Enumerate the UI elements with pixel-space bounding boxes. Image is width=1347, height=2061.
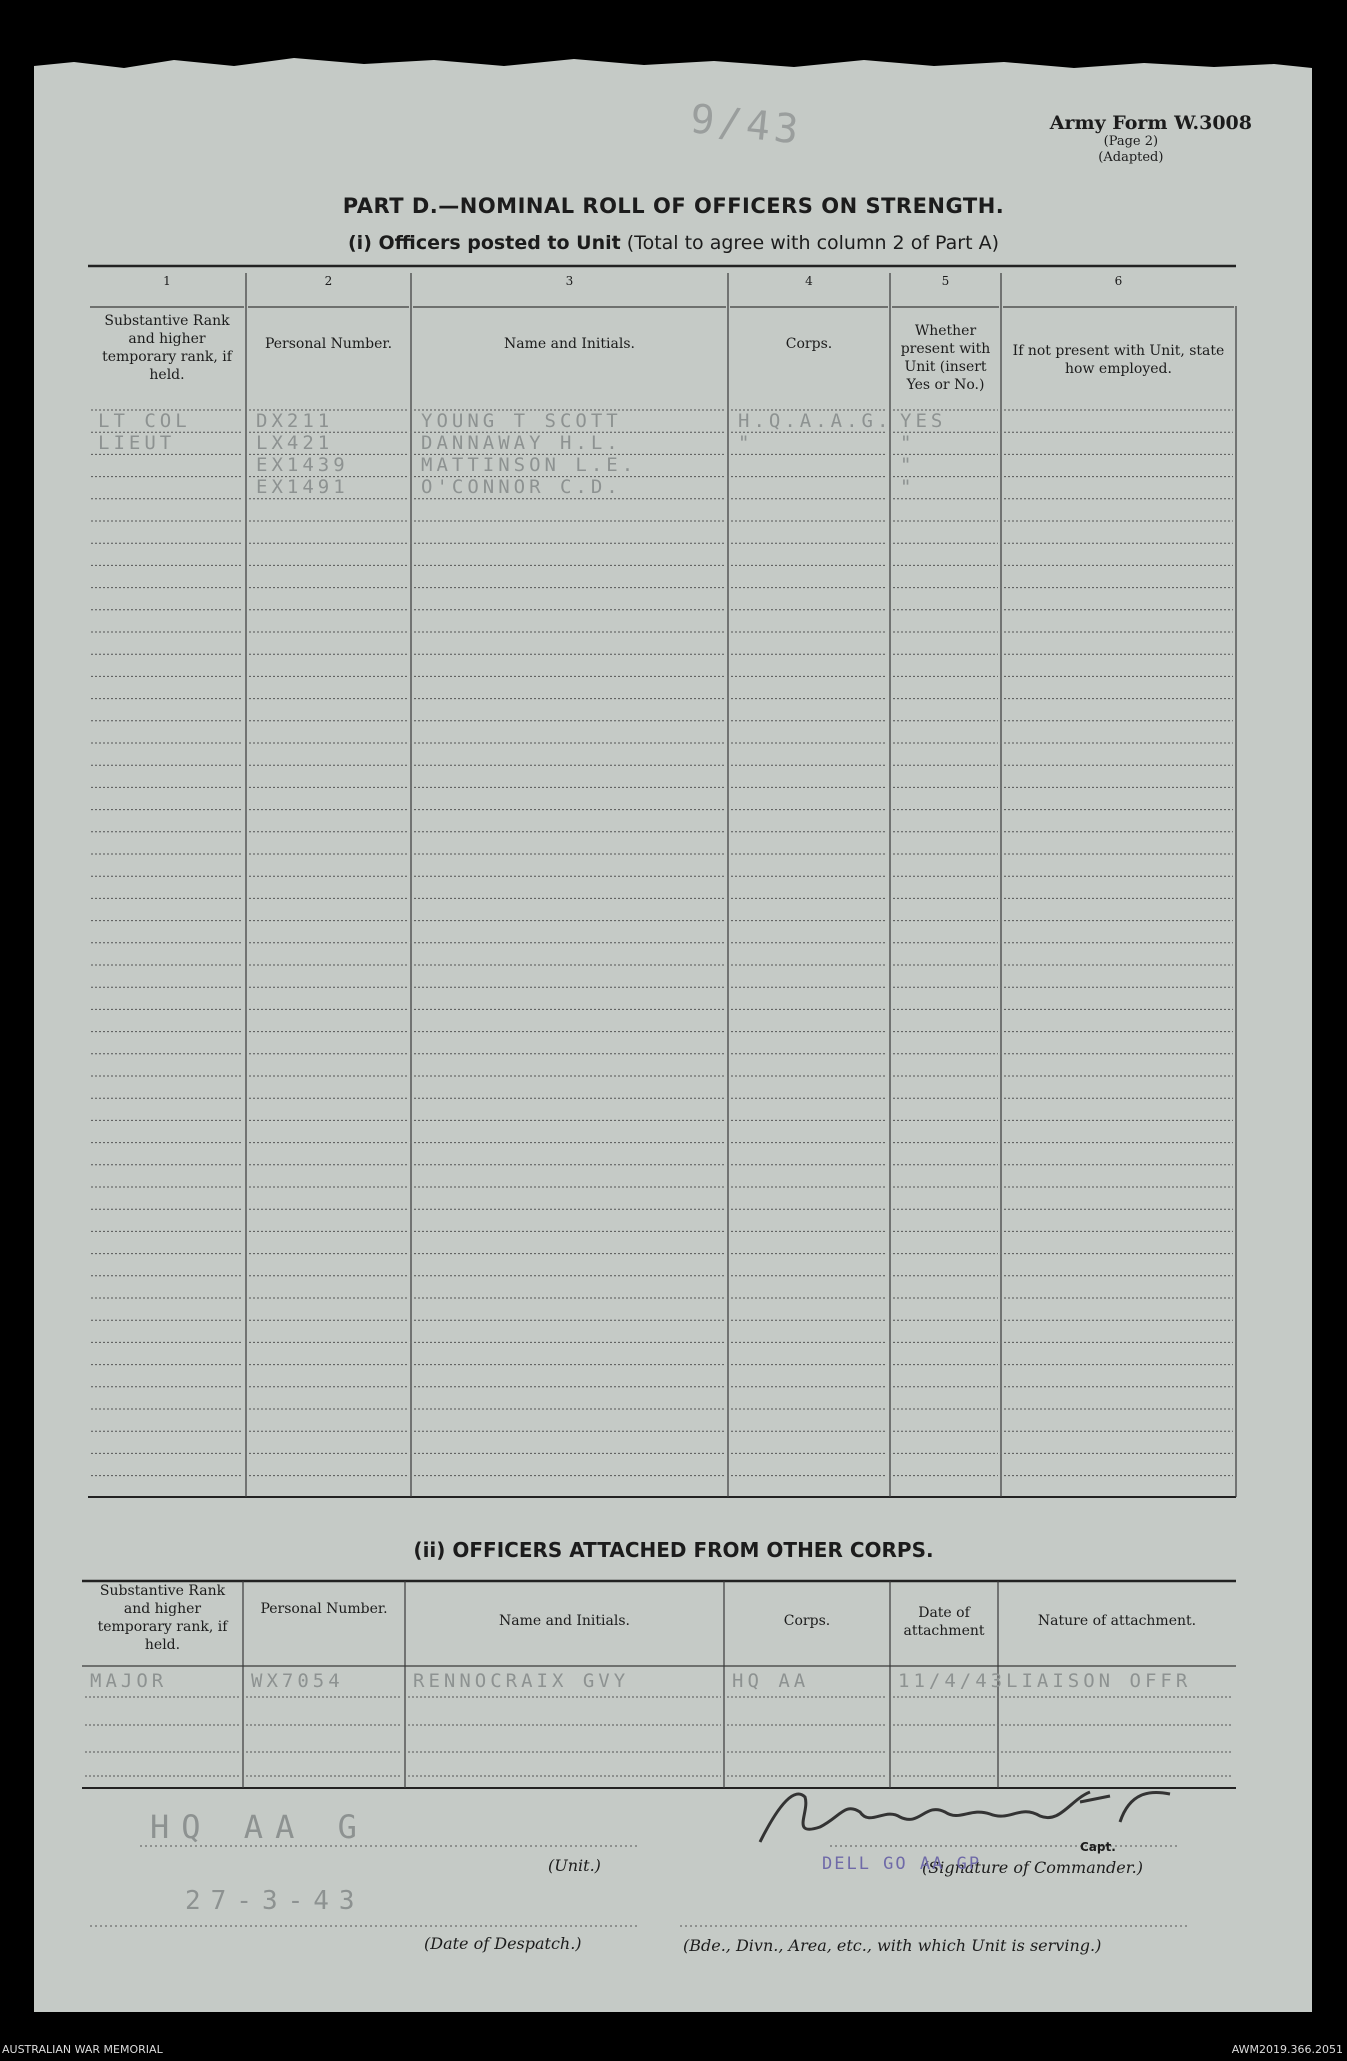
signature-label: (Signature of Commander.) — [922, 1858, 1143, 1877]
attached-column-header: Substantive Rank and higher temporary rank, if held. — [97, 1583, 228, 1653]
attached-column-header: Name and Initials. — [499, 1613, 630, 1629]
roll-cell: O'CONNOR C.D. — [421, 476, 622, 498]
column-header: Whether present with Unit (insert Yes or No.) — [900, 323, 991, 393]
part-d-subtitle-rest: (Total to agree with column 2 of Part A) — [620, 232, 999, 254]
part-d-ii-title: (ii) OFFICERS ATTACHED FROM OTHER CORPS. — [413, 1538, 934, 1562]
roll-cell: " — [900, 432, 916, 454]
unit-stamp: DELL GO AA GP — [822, 1854, 982, 1874]
date-value: 27-3-43 — [185, 1886, 365, 1916]
column-header: Name and Initials. — [504, 336, 635, 352]
form-adapted: (Adapted) — [1098, 150, 1164, 165]
roll-cell: LT COL — [98, 410, 191, 432]
form-number: Army Form W.3008 — [1049, 112, 1252, 134]
roll-cell: EX1439 — [256, 454, 349, 476]
unit-value: HQ AA G — [150, 1808, 369, 1846]
column-number: 4 — [805, 274, 813, 288]
roll-cell: DANNAWAY H.L. — [421, 432, 622, 454]
archive-number: AWM2019.366.2051 — [1231, 2043, 1343, 2056]
attached-cell: 11/4/43 — [898, 1670, 1007, 1692]
roll-cell: EX1491 — [256, 476, 349, 498]
roll-cell: MATTINSON L.E. — [421, 454, 638, 476]
roll-cell: LIEUT — [98, 432, 176, 454]
roll-cell: " — [900, 476, 916, 498]
column-header: If not present with Unit, state how employed. — [1012, 343, 1225, 377]
column-number: 2 — [324, 274, 333, 288]
date-label: (Date of Despatch.) — [424, 1934, 582, 1953]
attached-cell: RENNOCRAIX GVY — [413, 1670, 630, 1692]
roll-cell: H.Q.A.A.G. — [738, 410, 893, 432]
part-d-title: PART D.—NOMINAL ROLL OF OFFICERS ON STRENGTH. — [342, 194, 1005, 218]
column-number: 5 — [941, 274, 950, 288]
attached-cell: WX7054 — [251, 1670, 344, 1692]
attached-cell: MAJOR — [90, 1670, 168, 1692]
column-number: 6 — [1114, 274, 1123, 288]
attached-cell: LIAISON OFFR — [1006, 1670, 1192, 1692]
attached-cell: HQ AA — [732, 1670, 810, 1692]
column-header: Corps. — [785, 336, 833, 352]
attached-column-header: Personal Number. — [260, 1601, 388, 1617]
roll-cell: YOUNG T SCOTT — [421, 410, 622, 432]
attached-column-header: Nature of attachment. — [1037, 1613, 1197, 1629]
roll-cell: YES — [900, 410, 947, 432]
unit-label: (Unit.) — [548, 1856, 601, 1875]
attached-column-header: Corps. — [783, 1613, 831, 1629]
pencil-reference: 9/43 — [687, 96, 805, 154]
roll-cell: " — [900, 454, 916, 476]
part-d-subtitle-bold: (i) Officers posted to Unit — [348, 232, 621, 254]
column-number: 3 — [565, 274, 574, 288]
bde-label: (Bde., Divn., Area, etc., with which Unit is serving.) — [683, 1936, 1102, 1955]
column-number: 1 — [163, 274, 171, 288]
commander-signature — [750, 1782, 1190, 1852]
column-header: Personal Number. — [264, 336, 393, 352]
capt-label: Capt. — [1080, 1840, 1116, 1854]
roll-cell: LX421 — [256, 432, 334, 454]
archive-credit: AUSTRALIAN WAR MEMORIAL — [2, 2043, 163, 2056]
attached-column-header: Date of attachment — [903, 1605, 985, 1639]
roll-cell: DX211 — [256, 410, 334, 432]
column-header: Substantive Rank and higher temporary rank, if held. — [102, 313, 232, 383]
form-page: (Page 2) — [1103, 134, 1159, 149]
roll-cell: " — [738, 432, 754, 454]
